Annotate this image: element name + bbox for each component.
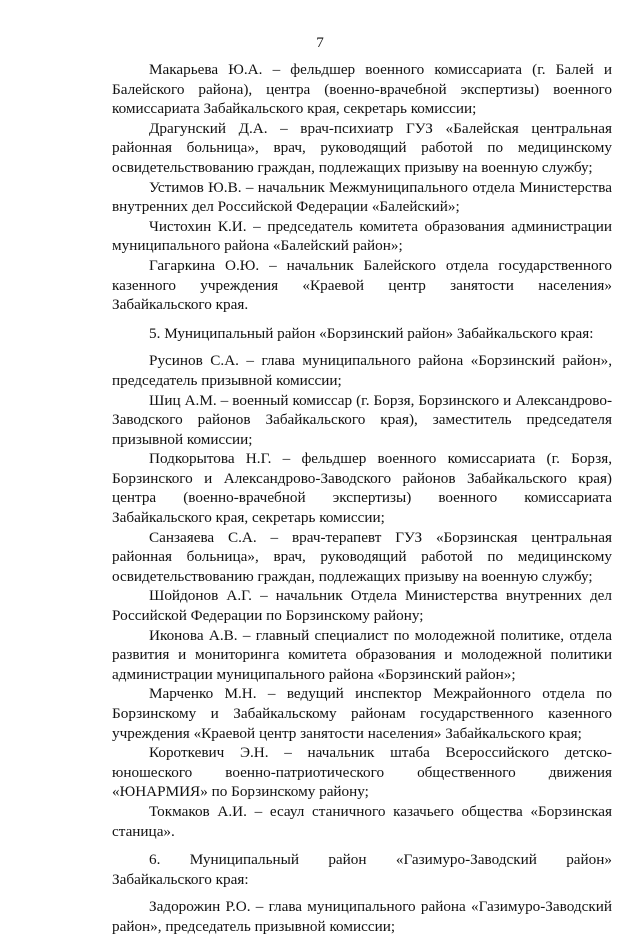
member-entry: Марченко М.Н. – ведущий инспектор Межрайонного отдела по Борзинскому и Забайкальскому районам государственного казенного учреждения «Краевой центр занятости населения» Забайкальского края; <box>112 685 612 742</box>
section-heading: 5. Муниципальный район «Борзинский район» Забайкальского края: <box>149 324 594 342</box>
member-entry: Драгунский Д.А. – врач-психиатр ГУЗ «Балейская центральная районная больница», врач, руководящий работой по медицинскому освидетельствованию граждан, подлежащих призыву на военную службу; <box>112 119 612 176</box>
member-entry: Чистохин К.И. – председатель комитета образования администрации муниципального района «Балейский район»; <box>112 217 612 255</box>
member-entry: Иконова А.В. – главный специалист по молодежной политике, отдела развития и мониторинга комитета образования и молодежной политики администрации муниципального района «Борзинский район»; <box>112 626 612 683</box>
member-entry: Шиц А.М. – военный комиссар (г. Борзя, Борзинского и Александрово-Заводского районов Забайкальского края), заместитель председателя призывной комиссии; <box>112 391 612 448</box>
member-entry: Подкорытова Н.Г. – фельдшер военного комиссариата (г. Борзя, Борзинского и Александрово-Заводского районов Забайкальского края) центра (военно-врачебной экспертизы) военного комиссариата Забайкальского края, секретарь комиссии; <box>112 450 612 527</box>
member-entry: Короткевич Э.Н. – начальник штаба Всероссийского детско-юношеского военно-патриотического общественного движения «ЮНАРМИЯ» по Борзинскому району; <box>112 744 612 801</box>
page-number: 7 <box>316 34 324 51</box>
section-heading: 6. Муниципальный район «Газимуро-Заводский район» Забайкальского края: <box>112 851 612 888</box>
member-entry: Макарьева Ю.А. – фельдшер военного комиссариата (г. Балей и Балейского района), центра (военно-врачебной экспертизы) военного комиссариата Забайкальского края, секретарь комиссии; <box>112 61 612 118</box>
member-entry: Гагаркина О.Ю. – начальник Балейского отдела государственного казенного учреждения «Краевой центр занятости населения» Забайкальского края. <box>112 256 612 314</box>
member-entry: Шойдонов А.Г. – начальник Отдела Министерства внутренних дел Российской Федерации по Борзинскому району; <box>112 587 612 625</box>
member-entry: Русинов С.А. – глава муниципального района «Борзинский район», председатель призывной комиссии; <box>112 352 612 389</box>
member-entry: Токмаков А.И. – есаул станичного казачьего общества «Борзинская станица». <box>112 802 612 840</box>
member-entry: Устимов Ю.В. – начальник Межмуниципального отдела Министерства внутренних дел Российской Федерации «Балейский»; <box>112 178 612 216</box>
document-body <box>112 60 612 937</box>
member-entry: Задорожин Р.О. – глава муниципального района «Газимуро-Заводский район», председатель призывной комиссии; <box>112 898 612 935</box>
member-entry: Санзаяева С.А. – врач-терапевт ГУЗ «Борзинская центральная районная больница», врач, руководящий работой по медицинскому освидетельствованию граждан, подлежащих призыву на военную службу; <box>112 528 612 585</box>
